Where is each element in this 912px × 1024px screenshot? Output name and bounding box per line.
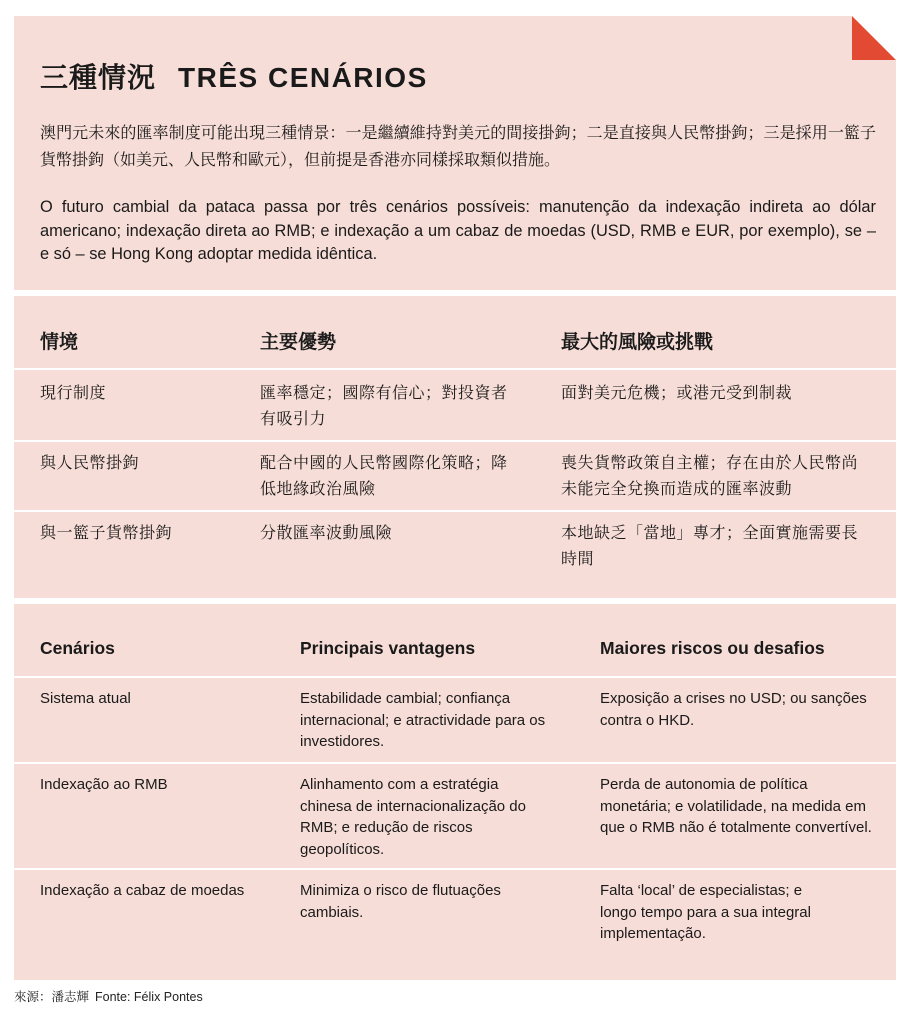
- table-header-row: [14, 604, 896, 676]
- column-header: 情境: [40, 331, 79, 353]
- table-header-row: [14, 296, 896, 368]
- title-zh: 三種情況: [40, 61, 157, 94]
- table-row: [14, 678, 896, 762]
- intro-text-pt: O futuro cambial da pataca passa por três cenários possíveis: manutenção da indexação indireta ao dólar americano; indexação direta ao RMB; e indexação a um cabaz de moedas (USD, RMB e EUR, por exemplo), se – e só – se Hong Kong adoptar medida idêntica.: [40, 198, 876, 263]
- scenario-table-pt: [14, 604, 896, 980]
- table-row: [14, 512, 896, 598]
- source-credit: [14, 987, 203, 1005]
- table-cell-scenario: 現行制度: [40, 383, 107, 402]
- source-zh: 來源：潘志輝: [14, 989, 90, 1004]
- page-title: [40, 56, 428, 96]
- table-cell-advantage: 匯率穩定；國際有信心；對投資者有吸引力: [260, 383, 508, 428]
- title-pt: TRÊS CENÁRIOS: [178, 62, 428, 93]
- table-row: [14, 370, 896, 440]
- table-cell-risk: 喪失貨幣政策自主權；存在由於人民幣尚未能完全兌換而造成的匯率波動: [561, 453, 859, 498]
- table-cell-scenario: Indexação ao RMB: [40, 776, 168, 793]
- column-header: 最大的風險或挑戰: [561, 331, 714, 353]
- table-cell-risk: Exposição a crises no USD; ou sanções contra o HKD.: [600, 690, 867, 729]
- table-cell-scenario: 與人民幣掛鉤: [40, 453, 140, 472]
- corner-fold-decoration: [852, 16, 896, 60]
- table-cell-advantage: Estabilidade cambial; confiança internacional; e atractividade para os investidores.: [300, 690, 546, 750]
- table-cell-risk: 本地缺乏「當地」專才；全面實施需要長時間: [561, 523, 859, 568]
- source-pt: Fonte: Félix Pontes: [95, 990, 203, 1004]
- intro-text-zh: 澳門元未來的匯率制度可能出現三種情景：一是繼續維持對美元的間接掛鉤；二是直接與人民幣掛鉤；三是採用一籃子貨幣掛鉤（如美元、人民幣和歐元），但前提是香港亦同樣採取類似措施。: [40, 123, 876, 169]
- table-row: [14, 870, 896, 980]
- intro-panel: [14, 16, 896, 290]
- table-cell-advantage: Alinhamento com a estratégia chinesa de internacionalização do RMB; e redução de riscos geopolíticos.: [300, 776, 526, 858]
- column-header: Principais vantagens: [300, 638, 476, 658]
- column-header: 主要優勢: [260, 331, 337, 353]
- table-cell-risk: Falta ‘local’ de especialistas; e longo tempo para a sua integral implementação.: [600, 882, 811, 942]
- table-row: [14, 442, 896, 510]
- scenario-table-zh: [14, 296, 896, 598]
- column-header: Cenários: [40, 638, 115, 658]
- column-header: Maiores riscos ou desafios: [600, 638, 825, 658]
- table-cell-scenario: Sistema atual: [40, 690, 131, 707]
- table-cell-scenario: 與一籃子貨幣掛鉤: [40, 523, 173, 542]
- table-cell-advantage: 分散匯率波動風險: [260, 523, 393, 542]
- table-row: [14, 764, 896, 868]
- table-cell-risk: 面對美元危機；或港元受到制裁: [561, 383, 793, 402]
- table-cell-advantage: Minimiza o risco de flutuações cambiais.: [300, 882, 501, 921]
- table-cell-scenario: Indexação a cabaz de moedas: [40, 882, 245, 899]
- table-cell-risk: Perda de autonomia de política monetária; e volatilidade, na medida em que o RMB não é totalmente convertível.: [600, 776, 872, 836]
- table-cell-advantage: 配合中國的人民幣國際化策略；降低地緣政治風險: [260, 453, 508, 498]
